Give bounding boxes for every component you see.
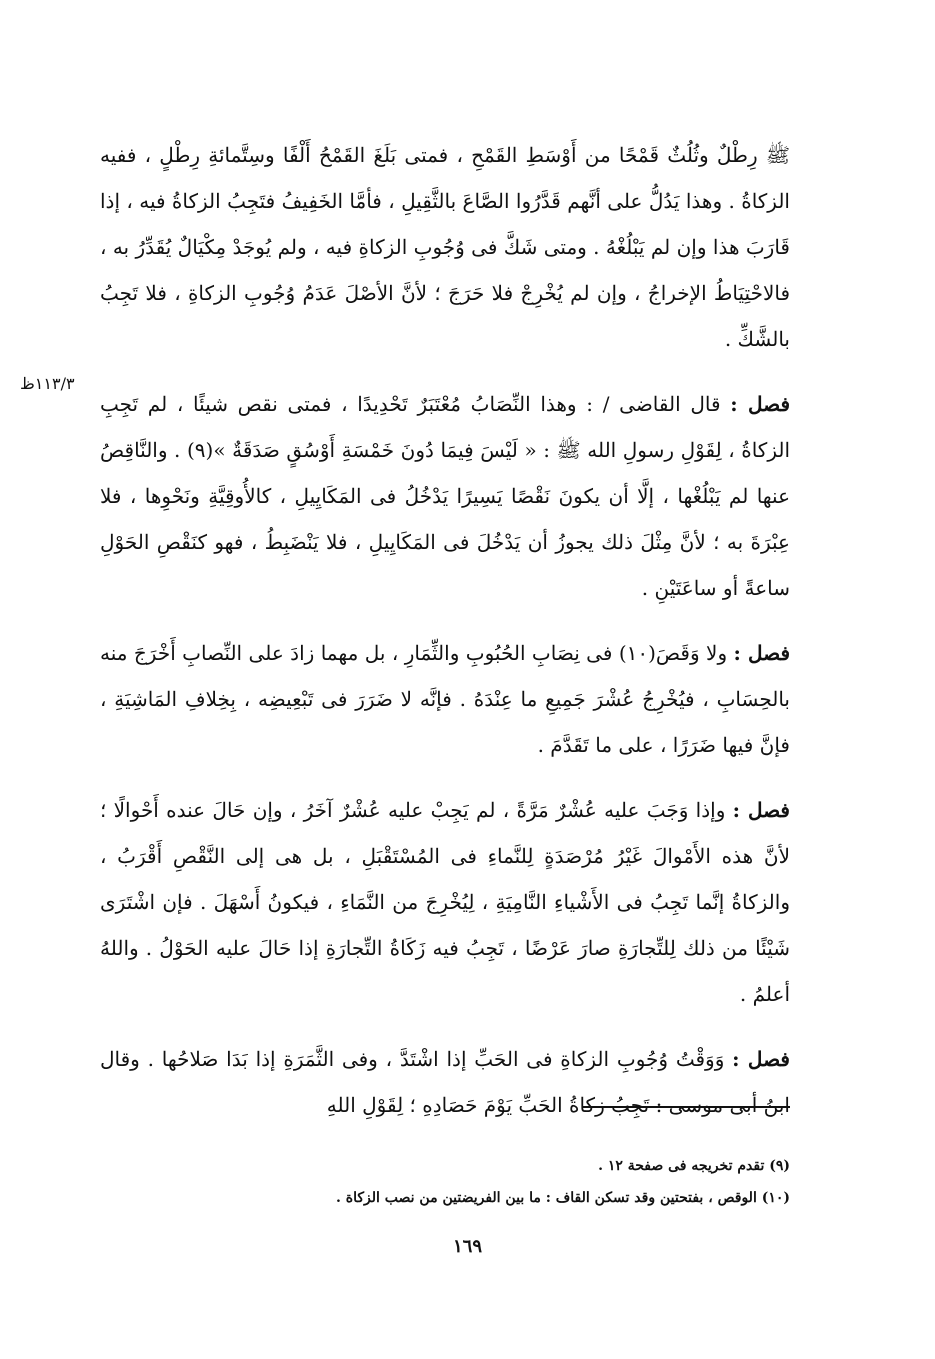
paragraph-2-text: قال القاضى / : وهذا النِّصَابُ مُعْتَبَرٌ تَحْدِيدًا ، فمتى نقص شيئًا ، لم تَجِبِ الزكاةُ ، لِقَوْلِ رسولِ الله ﷺ : « لَيْسَ فِيمَا دُونَ خَمْسَةِ أَوْسُقٍ صَدَقَةٌ »(٩) . والنَّاقِصُ عنها لم يَبْلُغْها ، إلَّا أن يكونَ نَقْصًا يَسِيرًا يَدْخُلُ فى المَكَايِيلِ ، كالأُوقِيَّةِ ونَحْوِها ، فلا عِبْرَةَ به ؛ لأنَّ مِثْلَ ذلك يجوزُ أن يَدْخُلَ فى المَكَايِيلِ ، فلا يَنْضَبِطُ ، فهو كنَقْصِ الحَوْلِ ساعةً أو ساعَتَيْنِ . bbox=[100, 392, 791, 600]
paragraph-2 bbox=[100, 381, 790, 611]
paragraph-1 bbox=[100, 132, 790, 362]
paragraph-3 bbox=[100, 630, 790, 768]
page-number: ١٦٩ bbox=[452, 1236, 482, 1257]
paragraph-1-text: ﷺ رِطْلٌ وثُلُثٌ قَمْحًا من أَوْسَطِ القَمْحِ ، فمتى بَلَغَ القَمْحُ أَلْفًا وسِتَّمائةِ رِطْلٍ ، ففيه الزكاةُ . وهذا يَدُلُّ على أنَّهم قَدَّرُوا الصَّاعَ بالثَّقِيلِ ، فأمَّا الخَفِيفُ فتَجِبُ الزكاةُ فيه ، إذا قَارَبَ هذا وإن لم يَبْلُغْهُ . ومتى شَكَّ فى وُجُوبِ الزكاةِ فيه ، ولم يُوجَدْ مِكْيَالٌ يُقَدِّرُ به ، فالاحْتِيَاطُ الإخراجُ ، وإن لم يُخْرِجْ فلا حَرَجَ ؛ لأنَّ الأصْلَ عَدَمُ وُجُوبِ الزكاةِ ، فلا تَجِبُ بالشَّكِّ . bbox=[100, 143, 790, 351]
main-text bbox=[100, 132, 790, 1147]
footnote-9: (٩) تقدم تخريجه فى صفحة ١٢ . bbox=[598, 1158, 790, 1174]
section-label: فصل : bbox=[730, 392, 790, 416]
paragraph-3-text: ولا وَقَصَ(١٠) فى نِصَابِ الحُبُوبِ والثِّمَارِ ، بل مهما زادَ على النِّصابِ أَخْرَجَ منه بالحِسَابِ ، فيُخْرِجُ عُشْرَ جَمِيعِ ما عِنْدَهُ . فإنَّه لا ضَرَرَ فى تَبْعِيضِه ، بِخِلافِ المَاشِيَةِ ، فإنَّ فيها ضَرَرًا ، على ما تَقَدَّمَ . bbox=[100, 641, 790, 757]
paragraph-4 bbox=[100, 787, 790, 1017]
footnote-divider bbox=[583, 1106, 790, 1108]
section-label: فصل : bbox=[732, 1047, 790, 1071]
paragraph-4-text: وإذا وَجَبَ عليه عُشْرٌ مَرَّةً ، لم يَجِبْ عليه عُشْرٌ آخَرُ ، وإن حَالَ عنده أَحْوالًا ؛ لأنَّ هذه الأَمْوالَ غَيْرُ مُرْصَدَةٍ لِلنَّماءِ فى المُسْتَقْبَلِ ، بل هى إلى النَّقْصِ أَقْرَبُ ، والزكاةُ إنَّما تَجِبُ فى الأَشْياءِ النَّامِيَةِ ، لِيُخْرِجَ من النَّمَاءِ ، فيكونُ أَسْهَلَ . فإن اشْتَرَى شَيْئًا من ذلك لِلتِّجارَةِ صارَ عَرْضًا ، تَجِبُ فيه زَكَاةُ التِّجارَةِ إذا حَالَ عليه الحَوْلُ . واللهُ أعلمُ . bbox=[100, 798, 790, 1006]
section-label: فصل : bbox=[733, 641, 790, 665]
footnotes bbox=[150, 1150, 790, 1214]
paragraph-5 bbox=[100, 1036, 790, 1128]
section-label: فصل : bbox=[732, 798, 790, 822]
footnote-10: (١٠) الوقص ، بفتحتين وقد تسكن القاف : ما بين الفريضتين من نصب الزكاة . bbox=[336, 1190, 790, 1206]
margin-note: ١١٣/٣ظ bbox=[20, 374, 75, 393]
paragraph-5-text: وَوَقْتُ وُجُوبِ الزكاةِ فى الحَبِّ إذا اشْتَدَّ ، وفى الثَّمَرَةِ إذا بَدَا صَلاحُها . وقال ابنُ أبى موسى : تَجِبُ زكاةُ الحَبِّ يَوْمَ حَصَادِهِ ؛ لِقَوْلِ اللهِ bbox=[100, 1047, 790, 1117]
